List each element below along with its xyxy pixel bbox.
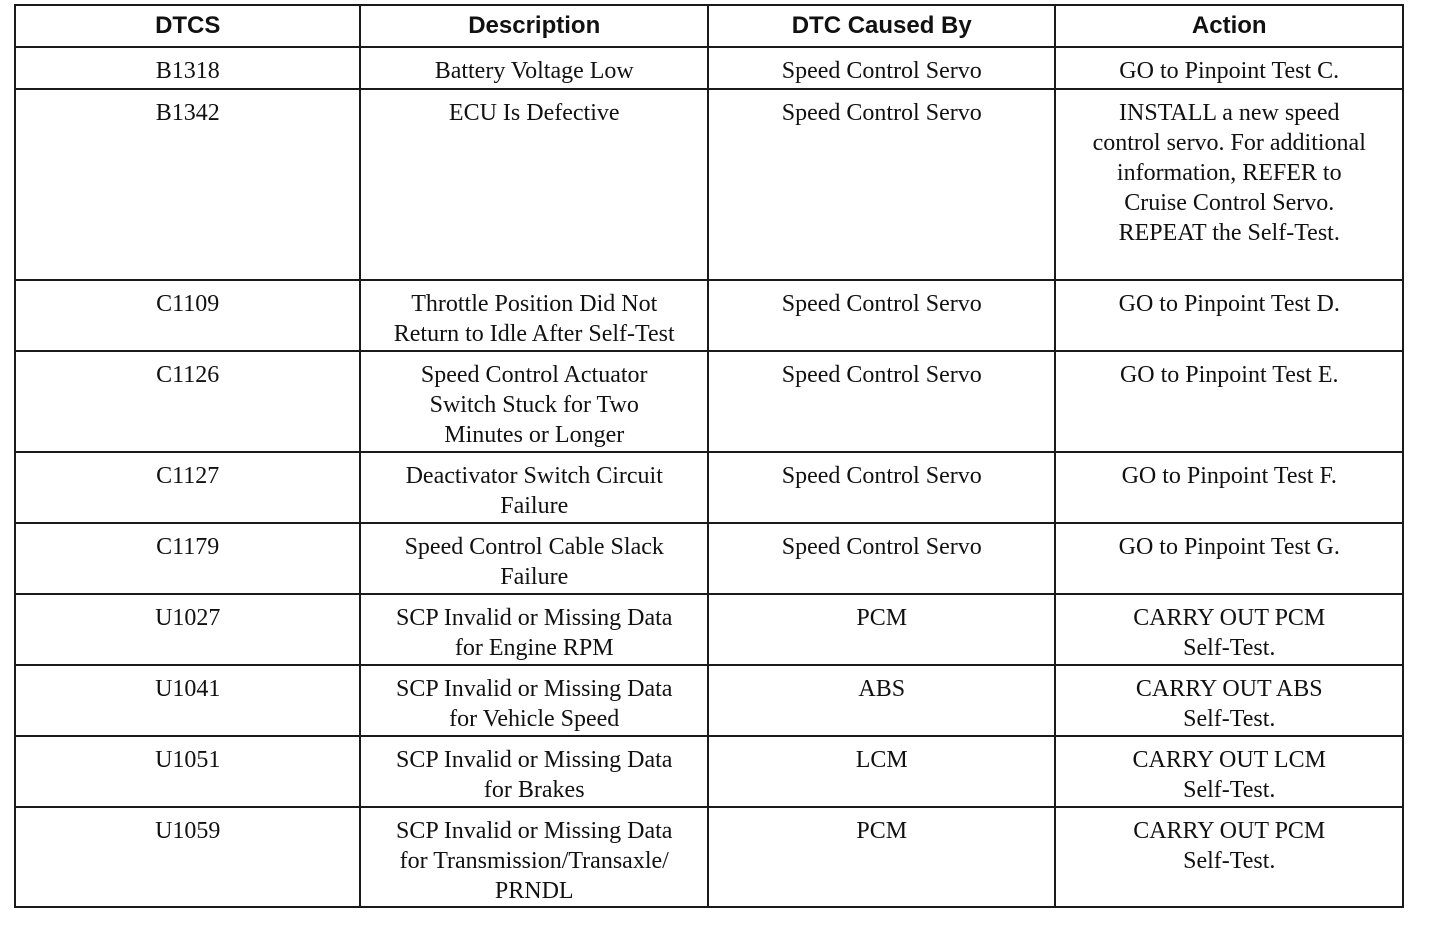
header-dtcs: DTCS (15, 5, 360, 47)
header-description: Description (360, 5, 708, 47)
action-line: INSTALL a new speed (1119, 100, 1340, 126)
caused-by-cell: ABS (708, 665, 1056, 736)
caused-by-cell: Speed Control Servo (708, 523, 1056, 594)
table-body (15, 47, 1403, 907)
caused-by-cell: Speed Control Servo (708, 280, 1056, 351)
description-cell (360, 807, 708, 907)
description-cell (360, 280, 708, 351)
description-line: Deactivator Switch Circuit (405, 463, 663, 489)
action-line: information, REFER to (1116, 160, 1342, 186)
dtc-code-cell: C1126 (15, 351, 360, 452)
action-line: Cruise Control Servo. (1124, 190, 1335, 216)
action-line: Self-Test. (1183, 706, 1276, 732)
description-line: Throttle Position Did Not (411, 291, 658, 317)
description-cell (360, 523, 708, 594)
dtc-code-cell: B1318 (15, 47, 360, 89)
action-line: GO to Pinpoint Test G. (1118, 534, 1340, 560)
description-line: Failure (500, 564, 569, 590)
action-cell (1055, 594, 1403, 665)
action-line: REPEAT the Self-Test. (1118, 220, 1340, 246)
action-line: GO to Pinpoint Test E. (1119, 362, 1339, 388)
description-line: ECU Is Defective (448, 100, 620, 126)
dtc-code-cell: U1051 (15, 736, 360, 807)
action-line: CARRY OUT LCM (1132, 747, 1326, 773)
description-line: Minutes or Longer (444, 422, 625, 448)
description-line: Failure (500, 493, 569, 519)
description-line: SCP Invalid or Missing Data (396, 605, 673, 631)
caused-by-cell: Speed Control Servo (708, 351, 1056, 452)
description-line: PRNDL (494, 878, 574, 904)
action-line: GO to Pinpoint Test D. (1118, 291, 1340, 317)
description-line: Speed Control Actuator (420, 362, 648, 388)
description-line: Return to Idle After Self-Test (393, 321, 675, 347)
description-line: for Brakes (483, 777, 585, 803)
description-cell (360, 665, 708, 736)
action-cell (1055, 665, 1403, 736)
action-cell (1055, 351, 1403, 452)
action-line: Self-Test. (1183, 848, 1276, 874)
caused-by-cell: LCM (708, 736, 1056, 807)
action-line: Self-Test. (1183, 777, 1276, 803)
dtc-code-cell: C1179 (15, 523, 360, 594)
description-cell (360, 47, 708, 89)
description-cell (360, 736, 708, 807)
table-row (15, 351, 1403, 452)
action-cell (1055, 280, 1403, 351)
caused-by-cell: Speed Control Servo (708, 89, 1056, 280)
action-line: CARRY OUT PCM (1133, 605, 1326, 631)
table-row (15, 89, 1403, 280)
action-line: CARRY OUT PCM (1133, 818, 1326, 844)
caused-by-cell: PCM (708, 807, 1056, 907)
dtc-code-cell: U1041 (15, 665, 360, 736)
description-cell (360, 594, 708, 665)
header-row (15, 5, 1403, 47)
table-row (15, 807, 1403, 907)
dtc-code-cell: C1109 (15, 280, 360, 351)
action-line: Self-Test. (1183, 635, 1276, 661)
action-line: GO to Pinpoint Test F. (1121, 463, 1337, 489)
table-row (15, 280, 1403, 351)
table-row (15, 523, 1403, 594)
action-cell (1055, 89, 1403, 280)
caused-by-cell: Speed Control Servo (708, 47, 1056, 89)
action-cell (1055, 807, 1403, 907)
dtc-code-cell: U1027 (15, 594, 360, 665)
table-header (15, 5, 1403, 47)
dtc-code-cell: C1127 (15, 452, 360, 523)
description-line: Switch Stuck for Two (429, 392, 639, 418)
table-row (15, 47, 1403, 89)
description-line: SCP Invalid or Missing Data (396, 818, 673, 844)
description-line: for Engine RPM (454, 635, 614, 661)
description-line: SCP Invalid or Missing Data (396, 676, 673, 702)
description-line: Battery Voltage Low (434, 58, 634, 84)
description-cell (360, 351, 708, 452)
table-row (15, 452, 1403, 523)
action-cell (1055, 452, 1403, 523)
description-cell (360, 452, 708, 523)
description-line: for Transmission/Transaxle/ (399, 848, 669, 874)
table-row (15, 736, 1403, 807)
dtc-code-cell: B1342 (15, 89, 360, 280)
table-row (15, 665, 1403, 736)
description-line: for Vehicle Speed (449, 706, 620, 732)
caused-by-cell: PCM (708, 594, 1056, 665)
header-caused-by: DTC Caused By (708, 5, 1056, 47)
action-line: GO to Pinpoint Test C. (1119, 58, 1340, 84)
action-line: control servo. For additional (1092, 130, 1366, 156)
action-cell (1055, 523, 1403, 594)
table-row (15, 594, 1403, 665)
dtc-table (14, 4, 1404, 908)
action-cell (1055, 47, 1403, 89)
header-action: Action (1055, 5, 1403, 47)
description-line: SCP Invalid or Missing Data (396, 747, 673, 773)
action-line: CARRY OUT ABS (1135, 676, 1323, 702)
description-cell (360, 89, 708, 280)
caused-by-cell: Speed Control Servo (708, 452, 1056, 523)
dtc-code-cell: U1059 (15, 807, 360, 907)
description-line: Speed Control Cable Slack (404, 534, 664, 560)
action-cell (1055, 736, 1403, 807)
